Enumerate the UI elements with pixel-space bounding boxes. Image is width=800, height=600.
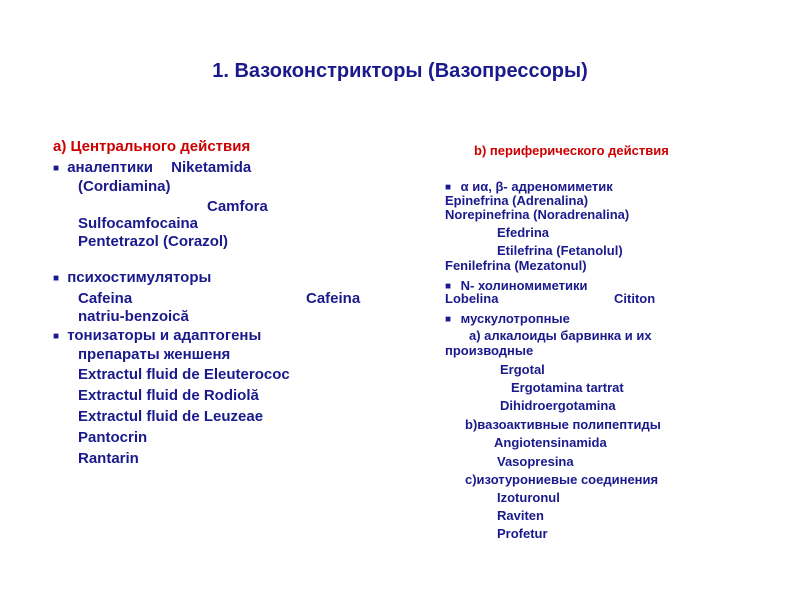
list-item-label: производные: [445, 343, 534, 358]
drug-name: Etilefrina (Fetanolul): [497, 243, 623, 258]
list-item-label: b)вазоактивные полипептиды: [465, 417, 661, 432]
list-item-label: α иα, β- адреномиметик: [460, 179, 613, 194]
drug-name: Pantocrin: [78, 429, 148, 446]
square-bullet-icon: ■: [445, 314, 452, 325]
drug-name: Sulfocamfocaina: [78, 215, 199, 232]
square-bullet-icon: ■: [445, 182, 452, 193]
drug-name: Extractul fluid de Leuzeae: [78, 408, 264, 425]
list-item-label: препараты женшеня: [78, 346, 231, 363]
drug-name: Fenilefrina (Mezatonul): [445, 258, 587, 273]
list-item: [53, 268, 211, 289]
list-item-label: c)изотурониевые соединения: [465, 472, 659, 487]
square-bullet-icon: ■: [53, 331, 60, 342]
drug-name: Raviten: [497, 508, 544, 523]
drug-name: Extractul fluid de Eleuterococ: [78, 366, 290, 383]
list-item-label: тонизаторы и адаптогены: [67, 327, 262, 344]
drug-name: Cafeina: [306, 290, 361, 307]
drug-name: Lobelina: [445, 291, 499, 306]
drug-name: Vasopresina: [497, 454, 574, 469]
list-item-label: аналептики: [67, 159, 153, 176]
drug-name: Norepinefrina (Noradrenalina): [445, 207, 630, 222]
list-item: [53, 326, 261, 347]
list-item-label: N- холиномиметики: [460, 278, 588, 293]
list-item-label: мускулотропные: [460, 311, 570, 326]
drug-name: Ergotamina tartrat: [511, 380, 624, 395]
square-bullet-icon: ■: [445, 281, 452, 292]
drug-name: Extractul fluid de Rodiolă: [78, 387, 259, 404]
drug-name: Camfora: [207, 198, 268, 215]
list-item: [53, 158, 251, 179]
drug-name: Profetur: [497, 526, 548, 541]
drug-name: Rantarin: [78, 450, 139, 467]
drug-name: Niketamida: [171, 159, 252, 176]
drug-name: Angiotensinamida: [494, 435, 607, 450]
square-bullet-icon: ■: [53, 273, 60, 284]
list-item-label: психостимуляторы: [67, 269, 212, 286]
drug-name: Izoturonul: [497, 490, 560, 505]
drug-name: Dihidroergotamina: [500, 398, 616, 413]
drug-name: Cititon: [614, 291, 656, 306]
drug-name: Efedrina: [497, 225, 550, 240]
drug-name: Ergotal: [500, 362, 545, 377]
list-item-label: а) алкалоиды барвинка и их: [469, 328, 652, 343]
page-title: 1. Вазоконстрикторы (Вазопрессоры): [212, 60, 588, 82]
drug-name: natriu-benzoică: [78, 308, 189, 325]
drug-name: Epinefrina (Adrenalina): [445, 193, 589, 208]
right-heading: b) периферического действия: [474, 143, 669, 158]
drug-name: Cafeina: [78, 290, 133, 307]
drug-name: (Cordiamina): [78, 178, 171, 195]
drug-name: Pentetrazol (Corazol): [78, 233, 229, 250]
square-bullet-icon: ■: [53, 163, 60, 174]
left-heading: a) Центрального действия: [53, 138, 251, 155]
